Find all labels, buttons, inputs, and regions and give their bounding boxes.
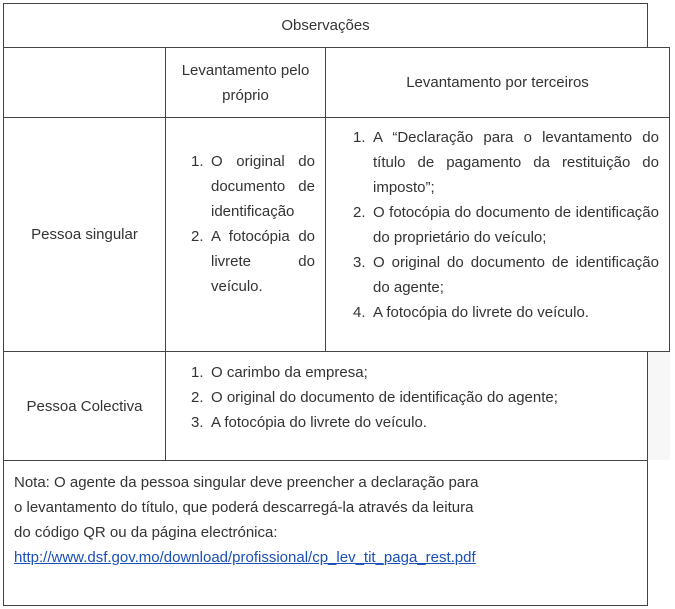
singular-own-list <box>191 149 315 299</box>
row-singular-label-cell <box>3 117 166 352</box>
list-item: 1. O original do documento de identificação <box>191 153 315 220</box>
list-item: 3. A fotocópia do livrete do veículo. <box>191 414 427 431</box>
list-item: 3. O original do documento de identificação do agente; <box>353 254 659 296</box>
list-item: 2. A fotocópia do livrete do veículo. <box>191 228 315 295</box>
header-third-cell <box>325 47 670 118</box>
singular-third-list <box>353 125 659 325</box>
note-text: Nota: O agente da pessoa singular deve preencher a declaração para o levantamento do título, que poderá descarregá-la através da leitura do código QR ou da página electrónica: <box>14 474 479 541</box>
header-empty-cell <box>3 47 166 118</box>
header-own: Levantamento pelo próprio <box>181 61 310 104</box>
header-third: Levantamento por terceiros <box>406 74 589 91</box>
row-colectiva-label-cell <box>3 351 166 461</box>
list-item: 1. O carimbo da empresa; <box>191 364 368 381</box>
header-own-cell <box>165 47 326 118</box>
list-item: 2. O original do documento de identificação do agente; <box>191 389 558 406</box>
list-item: 2. O fotocópia do documento de identificação do proprietário do veículo; <box>353 204 659 246</box>
row-colectiva-label: Pessoa Colectiva <box>26 397 143 415</box>
list-item: 1. A “Declaração para o levantamento do título de pagamento da restituição do imposto”; <box>353 129 659 196</box>
table-title: Observações <box>281 17 370 34</box>
colectiva-list <box>191 360 631 435</box>
note <box>14 470 484 570</box>
list-item: 4. A fotocópia do livrete do veículo. <box>353 304 589 321</box>
row-colectiva-shade <box>648 352 670 460</box>
download-link[interactable]: http://www.dsf.gov.mo/download/profissional/cp_lev_tit_paga_rest.pdf <box>14 549 476 566</box>
row-singular-label: Pessoa singular <box>31 226 138 243</box>
table-title-cell <box>3 3 648 48</box>
